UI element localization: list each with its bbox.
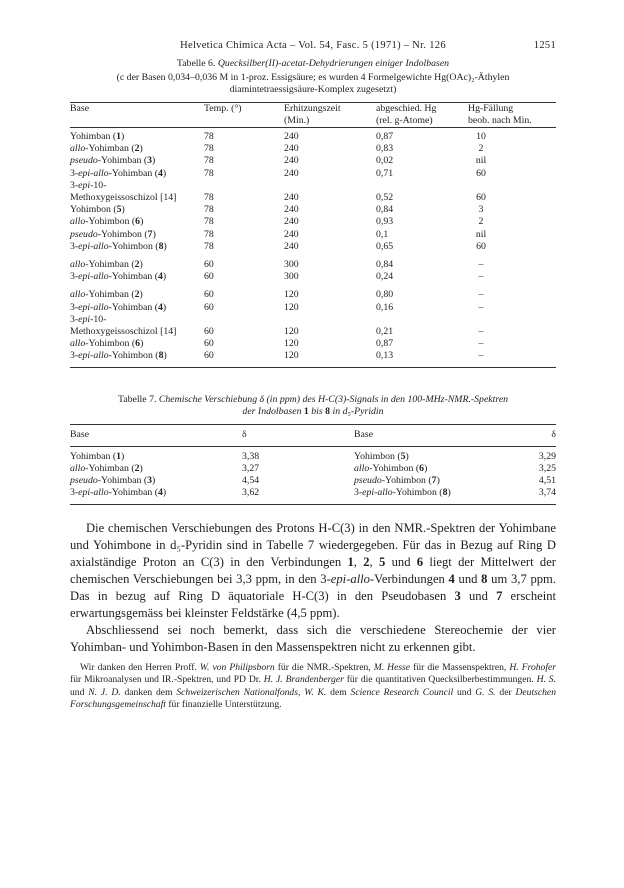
- cell-base: 3-epi-allo-Yohimbon (8): [70, 350, 167, 362]
- cell-base: 3-epi-10-: [70, 179, 107, 191]
- col-header-base: Base: [70, 102, 90, 114]
- cell-hg: 0,84: [376, 258, 394, 270]
- cell-time: 120: [284, 338, 299, 350]
- cell-time: 120: [284, 350, 299, 362]
- cell-hg: 0,87: [376, 130, 394, 142]
- cell-base: 3-epi-allo-Yohimban (4): [70, 271, 167, 283]
- cell-base: 3-epi-allo-Yohimbon (8): [70, 240, 167, 252]
- table6-bottom-rule: [70, 367, 556, 368]
- cell-delta-right: 3,25: [538, 462, 556, 474]
- table6-header-rule: [70, 127, 556, 128]
- cell-base: allo-Yohimbon (6): [70, 216, 144, 228]
- cell-precipitation: –: [478, 325, 484, 337]
- cell-precipitation: –: [478, 289, 484, 301]
- cell-base-right: pseudo-Yohimbon (7): [354, 475, 440, 487]
- cell-base-left: allo-Yohimban (2): [70, 462, 143, 474]
- cell-time: 300: [284, 258, 299, 270]
- cell-precipitation: –: [478, 271, 484, 283]
- col-header-delta-left: δ: [242, 428, 247, 440]
- cell-time: 120: [284, 325, 299, 337]
- page-number: 1251: [533, 40, 556, 51]
- cell-hg: 0,02: [376, 155, 394, 167]
- cell-precipitation: 60: [476, 167, 486, 179]
- cell-delta-left: 3,38: [242, 450, 260, 462]
- cell-temp: 78: [204, 130, 214, 142]
- cell-base: allo-Yohimbon (6): [70, 338, 144, 350]
- cell-hg: 0,13: [376, 350, 394, 362]
- cell-time: 240: [284, 143, 299, 155]
- cell-hg: 0,65: [376, 240, 394, 252]
- table-row: [70, 338, 556, 350]
- table-row: [70, 350, 556, 362]
- cell-hg: 0,83: [376, 143, 394, 155]
- table6-header-row: [70, 103, 556, 127]
- cell-hg: 0,87: [376, 338, 394, 350]
- table-row: [70, 463, 556, 475]
- cell-temp: 78: [204, 204, 214, 216]
- cell-hg: 0,52: [376, 191, 394, 203]
- table-row: [70, 271, 556, 283]
- cell-time: 240: [284, 155, 299, 167]
- cell-time: 240: [284, 228, 299, 240]
- cell-precipitation: 2: [478, 143, 484, 155]
- cell-base: allo-Yohimban (2): [70, 143, 143, 155]
- cell-precipitation: –: [478, 301, 484, 313]
- table-row: [70, 180, 556, 192]
- cell-temp: 78: [204, 228, 214, 240]
- cell-precipitation: nil: [475, 155, 487, 167]
- cell-precipitation: –: [478, 338, 484, 350]
- cell-precipitation: –: [478, 258, 484, 270]
- table7-caption: Tabelle 7. Chemische Verschiebung δ (in ppm) des H-C(3)-Signals in den 100-MHz-NMR.-Spektren der Indolbasen 1 bis 8 in d₅-Pyridin: [117, 393, 509, 418]
- cell-base: 3-epi-10-: [70, 313, 107, 325]
- body-text: [70, 520, 556, 656]
- table-row: [70, 168, 556, 180]
- table-row: [70, 192, 556, 204]
- table6-body: [70, 131, 556, 363]
- cell-base: Methoxygeissoschizol [14]: [70, 325, 177, 337]
- cell-precipitation: 10: [476, 130, 486, 142]
- cell-time: [284, 180, 376, 192]
- cell-base: pseudo-Yohimbon (7): [70, 228, 156, 240]
- cell-delta-right: 3,29: [538, 450, 556, 462]
- cell-time: 300: [284, 271, 299, 283]
- table6-subcaption: [70, 72, 556, 97]
- table7-bottom-rule: [70, 504, 556, 505]
- cell-precipitation: 3: [478, 204, 484, 216]
- cell-precipitation: –: [478, 350, 484, 362]
- table-row: [70, 314, 556, 326]
- cell-temp: [204, 180, 284, 192]
- cell-base: Yohimban (1): [70, 130, 125, 142]
- col-header-base-left: Base: [70, 428, 90, 440]
- table-row: [70, 326, 556, 338]
- cell-base-left: pseudo-Yohimban (3): [70, 475, 156, 487]
- table-row: [70, 475, 556, 487]
- cell-base-left: 3-epi-allo-Yohimban (4): [70, 487, 167, 499]
- cell-temp: 60: [204, 325, 214, 337]
- cell-hg: 0,16: [376, 301, 394, 313]
- cell-temp: 78: [204, 155, 214, 167]
- cell-base: allo-Yohimban (2): [70, 289, 143, 301]
- cell-base: Methoxygeissoschizol [14]: [70, 191, 177, 203]
- paragraph-2: Abschliessend sei noch bemerkt, dass sich die verschiedene Stereochemie der vier Yohimban- und Yohimbon-Basen in den Massenspektren nicht zu erkennen gibt.: [70, 622, 556, 654]
- table-row: [70, 143, 556, 155]
- cell-temp: 60: [204, 350, 214, 362]
- cell-temp: 78: [204, 216, 214, 228]
- table6-subcaption-line2: diamintetraessigsäure-Komplex zugesetzt): [229, 84, 397, 95]
- table-row: [70, 131, 556, 143]
- cell-temp: 78: [204, 143, 214, 155]
- cell-time: 120: [284, 301, 299, 313]
- cell-delta-right: 3,74: [538, 487, 556, 499]
- cell-time: [284, 314, 376, 326]
- cell-delta-left: 4,54: [242, 475, 260, 487]
- cell-base: pseudo-Yohimban (3): [70, 155, 156, 167]
- cell-delta-right: 4,51: [538, 475, 556, 487]
- cell-base: 3-epi-allo-Yohimban (4): [70, 167, 167, 179]
- table-row: [70, 155, 556, 167]
- cell-temp: [204, 314, 284, 326]
- cell-temp: 78: [204, 191, 214, 203]
- cell-hg: 0,24: [376, 271, 394, 283]
- cell-hg: 0,80: [376, 289, 394, 301]
- table-row: [70, 216, 556, 228]
- cell-temp: 60: [204, 271, 214, 283]
- cell-delta-left: 3,62: [242, 487, 260, 499]
- col-header-base-right: Base: [354, 428, 374, 440]
- cell-hg: 0,21: [376, 325, 394, 337]
- cell-precipitation: nil: [475, 228, 487, 240]
- cell-temp: 60: [204, 258, 214, 270]
- cell-delta-left: 3,27: [242, 462, 260, 474]
- cell-base-right: Yohimbon (5): [354, 450, 409, 462]
- cell-hg: 0,84: [376, 204, 394, 216]
- cell-time: 240: [284, 191, 299, 203]
- table7-label: Tabelle 7.: [117, 393, 157, 405]
- paragraph-1: Die chemischen Verschiebungen des Protons H-C(3) in den NMR.-Spektren der Yohimbane und Yohimbone in d₅-Pyridin sind in Tabelle 7 wiedergegeben. Für das in Bezug auf Ring D axialständige Proton an C(3) in den Verbindungen 1, 2, 5 und 6 liegt der Mittelwert der chemischen Verschiebungen bei 3,3 ppm, in den 3-epi-allo-Verbindungen 4 und 8 um 3,7 ppm. Das in bezug auf Ring D äquatoriale H-C(3) in den Pseudobasen 3 und 7 erscheint erwartungsgemäss bei kleinster Feldstärke (4,5 ppm).: [70, 520, 556, 620]
- table6-subcaption-line1: (c der Basen 0,034–0,036 M in 1-proz. Essigsäure; es wurden 4 Formelgewichte Hg(OAc)₂-Äthylen: [116, 71, 510, 83]
- cell-temp: 78: [204, 240, 214, 252]
- cell-time: 240: [284, 204, 299, 216]
- cell-hg: 0,93: [376, 216, 394, 228]
- cell-time: 240: [284, 167, 299, 179]
- table6-title: Quecksilber(II)-acetat-Dehydrierungen einiger Indolbasen: [217, 58, 450, 69]
- cell-hg: 0,1: [376, 228, 389, 240]
- cell-time: 240: [284, 216, 299, 228]
- table-row: [70, 259, 556, 271]
- cell-base-right: 3-epi-allo-Yohimbon (8): [354, 487, 451, 499]
- cell-base: allo-Yohimban (2): [70, 258, 143, 270]
- col-header-time: Erhitzungszeit (Min.): [284, 102, 341, 126]
- cell-precipitation: 60: [476, 191, 486, 203]
- table-row: [70, 229, 556, 241]
- cell-time: 240: [284, 240, 299, 252]
- cell-temp: 60: [204, 301, 214, 313]
- cell-hg: [376, 314, 468, 326]
- cell-temp: 78: [204, 167, 214, 179]
- journal-page: [70, 40, 556, 712]
- cell-temp: 60: [204, 289, 214, 301]
- col-header-precipitation: Hg-Fällung beob. nach Min.: [468, 102, 532, 126]
- table6-caption: [70, 58, 556, 71]
- table7-header-rule: [70, 446, 556, 447]
- table-row: [70, 302, 556, 314]
- cell-base: 3-epi-allo-Yohimban (4): [70, 301, 167, 313]
- cell-hg: [376, 180, 468, 192]
- cell-precipitation: [468, 180, 556, 192]
- cell-base: Yohimbon (5): [70, 204, 125, 216]
- table7-header: [70, 425, 556, 446]
- cell-time: 240: [284, 130, 299, 142]
- cell-base-left: Yohimban (1): [70, 450, 125, 462]
- table-row: [70, 289, 556, 301]
- cell-time: 120: [284, 289, 299, 301]
- col-header-temp: Temp. (°): [204, 102, 242, 114]
- cell-base-right: allo-Yohimbon (6): [354, 462, 428, 474]
- cell-temp: 60: [204, 338, 214, 350]
- table-row: [70, 241, 556, 253]
- table-row: [70, 204, 556, 216]
- table7-body: [70, 451, 556, 500]
- cell-hg: 0,71: [376, 167, 394, 179]
- cell-precipitation: [468, 314, 556, 326]
- table-row: [70, 487, 556, 499]
- col-header-delta-right: δ: [551, 428, 556, 440]
- running-header: [70, 40, 556, 58]
- table7-title-line1: Chemische Verschiebung δ (in ppm) des H-C(3)-Signals in den 100-MHz-NMR.-Spektren: [158, 393, 509, 405]
- table6-label: Tabelle 6.: [176, 58, 216, 69]
- table6: [70, 103, 556, 127]
- col-header-hg: abgeschied. Hg (rel. g-Atome): [376, 102, 437, 126]
- table-row: [70, 451, 556, 463]
- cell-precipitation: 2: [478, 216, 484, 228]
- journal-title: Helvetica Chimica Acta – Vol. 54, Fasc. 5 (1971) – Nr. 126: [180, 40, 446, 51]
- acknowledgements: Wir danken den Herren Proff. W. von Philipsborn für die NMR.-Spektren, M. Hesse für die Massenspektren, H. Frohofer für Mikroanalysen und IR.-Spektren, und PD Dr. H. J. Brandenberger für die quantitativen Quecksilberbestimmungen. H. S. und N. J. D. danken dem Schweizerischen Nationalfonds, W. K. dem Science Research Council und G. S. der Deutschen Forschungsgemeinschaft für finanzielle Unterstützung.: [70, 661, 557, 711]
- table7-header-row: [70, 425, 556, 446]
- cell-precipitation: 60: [476, 240, 486, 252]
